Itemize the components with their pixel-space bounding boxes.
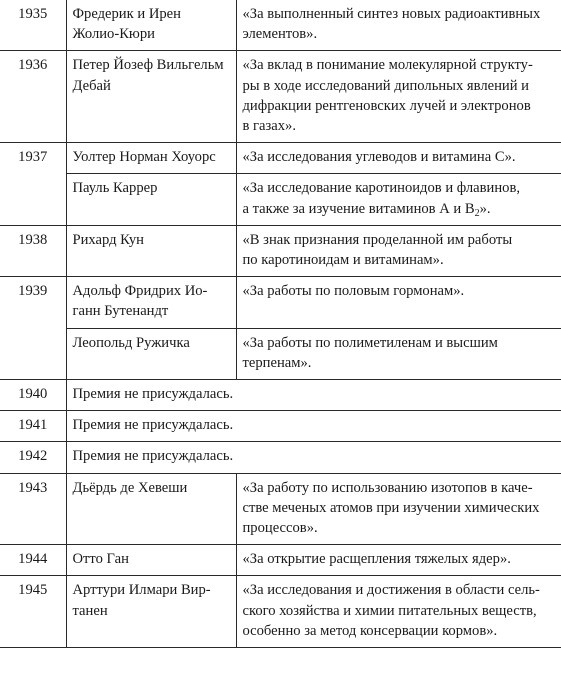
- note-cell: Премия не присуждалась.: [66, 442, 561, 473]
- citation-cell: «За открытие расщепления тяжелых ядер».: [236, 545, 561, 576]
- laureate-cell: Отто Ган: [66, 545, 236, 576]
- table-row: [0, 225, 561, 276]
- table-row: [0, 545, 561, 576]
- note-cell: Премия не присуждалась.: [66, 380, 561, 411]
- citation-cell: «За работы по половым гормонам».: [236, 277, 561, 328]
- laureate-cell: Фредерик и Ирен Жолио-Кюри: [66, 0, 236, 51]
- year-cell: 1935: [0, 0, 66, 51]
- citation-cell: «За вклад в понимание молекулярной структу- ры в ходе исследований дипольных явлений и дифракции рентгеновских лучей и электронов в газах».: [236, 51, 561, 143]
- citation-cell: «За работы по полиметиленам и высшим терпенам».: [236, 328, 561, 379]
- laureate-cell: Леопольд Ружичка: [66, 328, 236, 379]
- laureate-cell: Петер Йозеф Вильгельм Дебай: [66, 51, 236, 143]
- citation-cell: «За выполненный синтез новых радиоактивных элементов».: [236, 0, 561, 51]
- citation-cell: [236, 174, 561, 225]
- table-row: [0, 51, 561, 143]
- citation-text-end: ».: [479, 200, 491, 217]
- laureate-cell: Адольф Фридрих Ио- ганн Бутенандт: [66, 277, 236, 328]
- subscript: 2: [474, 207, 480, 219]
- citation-text: «За исследование каротиноидов и флавинов, а также за изучение витаминов А и В: [242, 180, 520, 217]
- citation-cell: «В знак признания проделанной им работы по каротиноидам и витаминам».: [236, 225, 561, 276]
- year-cell: 1937: [0, 143, 66, 226]
- table-row: [0, 174, 561, 225]
- laureate-cell: Пауль Каррер: [66, 174, 236, 225]
- laureate-cell: Арттури Илмари Вир- танен: [66, 576, 236, 648]
- year-cell: 1938: [0, 225, 66, 276]
- citation-cell: «За исследования и достижения в области сель- ского хозяйства и химии питательных веществ, особенно за метод консервации кормов».: [236, 576, 561, 648]
- note-cell: Премия не присуждалась.: [66, 411, 561, 442]
- year-cell: 1944: [0, 545, 66, 576]
- table-row: [0, 328, 561, 379]
- table-row: [0, 411, 561, 442]
- table-row: [0, 442, 561, 473]
- year-cell: 1943: [0, 473, 66, 545]
- table-row: [0, 277, 561, 328]
- citation-cell: «За исследования углеводов и витамина С».: [236, 143, 561, 174]
- year-cell: 1945: [0, 576, 66, 648]
- laureate-cell: Рихард Кун: [66, 225, 236, 276]
- table-row: [0, 380, 561, 411]
- citation-cell: «За работу по использованию изотопов в каче- стве меченых атомов при изучении химических процессов».: [236, 473, 561, 545]
- year-cell: 1940: [0, 380, 66, 411]
- year-cell: 1941: [0, 411, 66, 442]
- year-cell: 1942: [0, 442, 66, 473]
- year-cell: 1936: [0, 51, 66, 143]
- table-row: [0, 143, 561, 174]
- table-row: [0, 576, 561, 648]
- laureate-cell: Дьёрдь де Хевеши: [66, 473, 236, 545]
- table-row: [0, 473, 561, 545]
- laureate-cell: Уолтер Норман Хоуорс: [66, 143, 236, 174]
- year-cell: 1939: [0, 277, 66, 380]
- table-row: [0, 0, 561, 51]
